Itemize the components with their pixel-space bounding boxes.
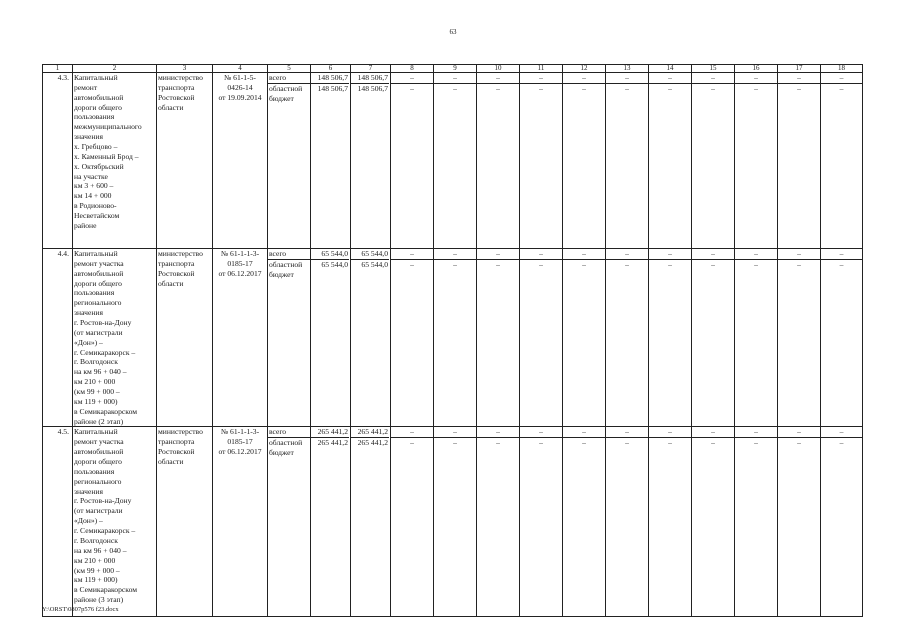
column-number-4: 4 [213, 65, 268, 73]
dash-total: – [668, 249, 672, 258]
dash-total: – [582, 73, 586, 82]
column-number-3: 3 [157, 65, 213, 73]
empty-year-column-15 [692, 73, 735, 249]
column-number-8: 8 [391, 65, 434, 73]
dash-budget: – [778, 437, 820, 448]
dash-budget: – [735, 437, 777, 448]
dash-budget: – [477, 259, 519, 270]
dash-total: – [754, 249, 758, 258]
column-number-7: 7 [351, 65, 391, 73]
amount-total: 65 544,0 [361, 249, 388, 258]
dash-budget: – [606, 259, 648, 270]
page-number: 63 [449, 28, 457, 36]
dash-total: – [668, 427, 672, 437]
empty-year-column-10 [477, 249, 520, 427]
dash-total: – [711, 73, 715, 82]
dash-budget: – [563, 83, 605, 94]
empty-year-column-18 [821, 249, 863, 427]
dash-total: – [625, 73, 629, 82]
dash-total: – [453, 73, 457, 82]
column-number-9: 9 [434, 65, 477, 73]
amount-column-6 [311, 249, 351, 427]
dash-total: – [797, 427, 801, 437]
empty-year-column-13 [606, 249, 649, 427]
dash-total: – [582, 249, 586, 258]
dash-budget: – [778, 259, 820, 270]
row-id: 4.3. [43, 73, 73, 249]
dash-total: – [582, 427, 586, 437]
empty-year-column-16 [735, 249, 778, 427]
dash-total: – [410, 73, 414, 82]
object-description: Капитальный ремонт автомобильной дороги общего пользования межмуниципального значения х. Гребцово – х. Каменный Брод – х. Октябрьский на участке км 3 + 600 – км 14 + 000 в Родионово- Несветайском районе [73, 73, 157, 249]
funding-source-cell [268, 427, 311, 617]
amount-column-6 [311, 73, 351, 249]
amount-budget: 265 441,2 [351, 437, 389, 448]
empty-year-column-13 [606, 73, 649, 249]
column-number-6: 6 [311, 65, 351, 73]
dash-budget: – [692, 437, 734, 448]
dash-total: – [797, 73, 801, 82]
amount-total: 65 544,0 [321, 249, 348, 258]
dash-total: – [754, 427, 758, 437]
dash-budget: – [520, 259, 562, 270]
column-numbers-row [43, 65, 863, 73]
dash-total: – [668, 73, 672, 82]
row-id: 4.5. [43, 427, 73, 617]
empty-year-column-11 [520, 249, 563, 427]
row-id: 4.4. [43, 249, 73, 427]
table-row [43, 73, 863, 249]
dash-total: – [539, 427, 543, 437]
table-row [43, 249, 863, 427]
dash-total: – [711, 427, 715, 437]
empty-year-column-14 [649, 73, 692, 249]
dash-budget: – [563, 259, 605, 270]
dash-budget: – [477, 437, 519, 448]
object-description: Капитальный ремонт участка автомобильной дороги общего пользования регионального значения г. Ростов-на-Дону (от магистрали «Дон») – г. Семикаракорск – г. Волгодонск на км 96 + 040 – км 210 + 000 (км 99 + 000 – км 119 + 000) в Семикаракорском районе (3 этап) [73, 427, 157, 617]
empty-year-column-8 [391, 73, 434, 249]
empty-year-column-18 [821, 427, 863, 617]
empty-year-column-17 [778, 427, 821, 617]
table-row [43, 427, 863, 617]
dash-total: – [839, 73, 844, 82]
responsible-ministry: министерство транспорта Ростовской области [157, 249, 213, 427]
dash-budget: – [692, 83, 734, 94]
empty-year-column-12 [563, 427, 606, 617]
dash-total: – [453, 427, 457, 437]
empty-year-column-10 [477, 73, 520, 249]
amount-column-6 [311, 427, 351, 617]
column-number-17: 17 [778, 65, 821, 73]
dash-total: – [754, 73, 758, 82]
dash-budget: – [391, 259, 433, 270]
dash-budget: – [821, 83, 862, 94]
program-table [42, 64, 863, 617]
dash-budget: – [649, 83, 691, 94]
funding-source-budget: областной бюджет [268, 83, 310, 104]
dash-budget: – [606, 437, 648, 448]
column-number-1: 1 [43, 65, 73, 73]
empty-year-column-12 [563, 249, 606, 427]
amount-budget: 265 441,2 [311, 437, 349, 448]
funding-source-cell [268, 73, 311, 249]
dash-budget: – [692, 259, 734, 270]
funding-source-total: всего [269, 73, 287, 82]
responsible-ministry: министерство транспорта Ростовской области [157, 427, 213, 617]
dash-budget: – [735, 259, 777, 270]
amount-budget: 65 544,0 [351, 259, 389, 270]
empty-year-column-15 [692, 249, 735, 427]
column-number-5: 5 [268, 65, 311, 73]
amount-total: 148 506,7 [317, 73, 348, 82]
dash-budget: – [520, 437, 562, 448]
empty-year-column-12 [563, 73, 606, 249]
dash-budget: – [391, 83, 433, 94]
empty-year-column-16 [735, 427, 778, 617]
dash-total: – [711, 249, 715, 258]
amount-budget: 148 506,7 [311, 83, 349, 94]
dash-budget: – [649, 437, 691, 448]
dash-budget: – [563, 437, 605, 448]
amount-total: 265 441,2 [317, 427, 348, 437]
dash-budget: – [520, 83, 562, 94]
dash-total: – [453, 249, 457, 258]
dash-budget: – [434, 437, 476, 448]
dash-total: – [625, 249, 629, 258]
empty-year-column-17 [778, 73, 821, 249]
funding-source-cell [268, 249, 311, 427]
column-number-15: 15 [692, 65, 735, 73]
column-number-14: 14 [649, 65, 692, 73]
dash-total: – [839, 427, 844, 437]
column-number-13: 13 [606, 65, 649, 73]
empty-year-column-11 [520, 73, 563, 249]
dash-budget: – [434, 83, 476, 94]
dash-total: – [797, 249, 801, 258]
empty-year-column-9 [434, 427, 477, 617]
amount-budget: 65 544,0 [311, 259, 349, 270]
empty-year-column-8 [391, 427, 434, 617]
contract-number: № 61-1-1-3- 0185-17 от 06.12.2017 [213, 249, 268, 427]
empty-year-column-11 [520, 427, 563, 617]
empty-year-column-15 [692, 427, 735, 617]
empty-year-column-10 [477, 427, 520, 617]
dash-budget: – [821, 259, 862, 270]
funding-source-total: всего [269, 249, 287, 258]
amount-column-7 [351, 249, 391, 427]
empty-year-column-18 [821, 73, 863, 249]
contract-number: № 61-1-1-3- 0185-17 от 06.12.2017 [213, 427, 268, 617]
funding-source-budget: областной бюджет [268, 259, 310, 280]
dash-total: – [496, 249, 500, 258]
empty-year-column-14 [649, 249, 692, 427]
funding-source-budget: областной бюджет [268, 437, 310, 458]
column-number-12: 12 [563, 65, 606, 73]
dash-total: – [539, 73, 543, 82]
amount-column-7 [351, 73, 391, 249]
amount-column-7 [351, 427, 391, 617]
empty-year-column-13 [606, 427, 649, 617]
empty-year-column-8 [391, 249, 434, 427]
empty-year-column-17 [778, 249, 821, 427]
object-description: Капитальный ремонт участка автомобильной дороги общего пользования регионального значения г. Ростов-на-Дону (от магистрали «Дон») – г. Семикаракорск – г. Волгодонск на км 96 + 040 – км 210 + 000 (км 99 + 000 – км 119 + 000) в Семикаракорском районе (2 этап) [73, 249, 157, 427]
dash-budget: – [477, 83, 519, 94]
empty-year-column-16 [735, 73, 778, 249]
dash-total: – [496, 73, 500, 82]
responsible-ministry: министерство транспорта Ростовской области [157, 73, 213, 249]
column-number-10: 10 [477, 65, 520, 73]
amount-budget: 148 506,7 [351, 83, 389, 94]
column-number-2: 2 [73, 65, 157, 73]
column-number-11: 11 [520, 65, 563, 73]
dash-total: – [410, 427, 414, 437]
amount-total: 148 506,7 [357, 73, 388, 82]
dash-total: – [539, 249, 543, 258]
dash-budget: – [606, 83, 648, 94]
empty-year-column-9 [434, 73, 477, 249]
dash-budget: – [649, 259, 691, 270]
dash-total: – [625, 427, 629, 437]
dash-budget: – [735, 83, 777, 94]
column-number-18: 18 [821, 65, 863, 73]
dash-total: – [410, 249, 414, 258]
dash-total: – [496, 427, 500, 437]
empty-year-column-9 [434, 249, 477, 427]
dash-budget: – [391, 437, 433, 448]
column-number-16: 16 [735, 65, 778, 73]
file-path-footer: Y:\ORST\0807p576 f23.docx [42, 606, 119, 613]
funding-source-total: всего [269, 427, 287, 437]
dash-total: – [839, 249, 844, 258]
amount-total: 265 441,2 [357, 427, 388, 437]
dash-budget: – [778, 83, 820, 94]
contract-number: № 61-1-5- 0426-14 от 19.09.2014 [213, 73, 268, 249]
empty-year-column-14 [649, 427, 692, 617]
dash-budget: – [434, 259, 476, 270]
dash-budget: – [821, 437, 862, 448]
